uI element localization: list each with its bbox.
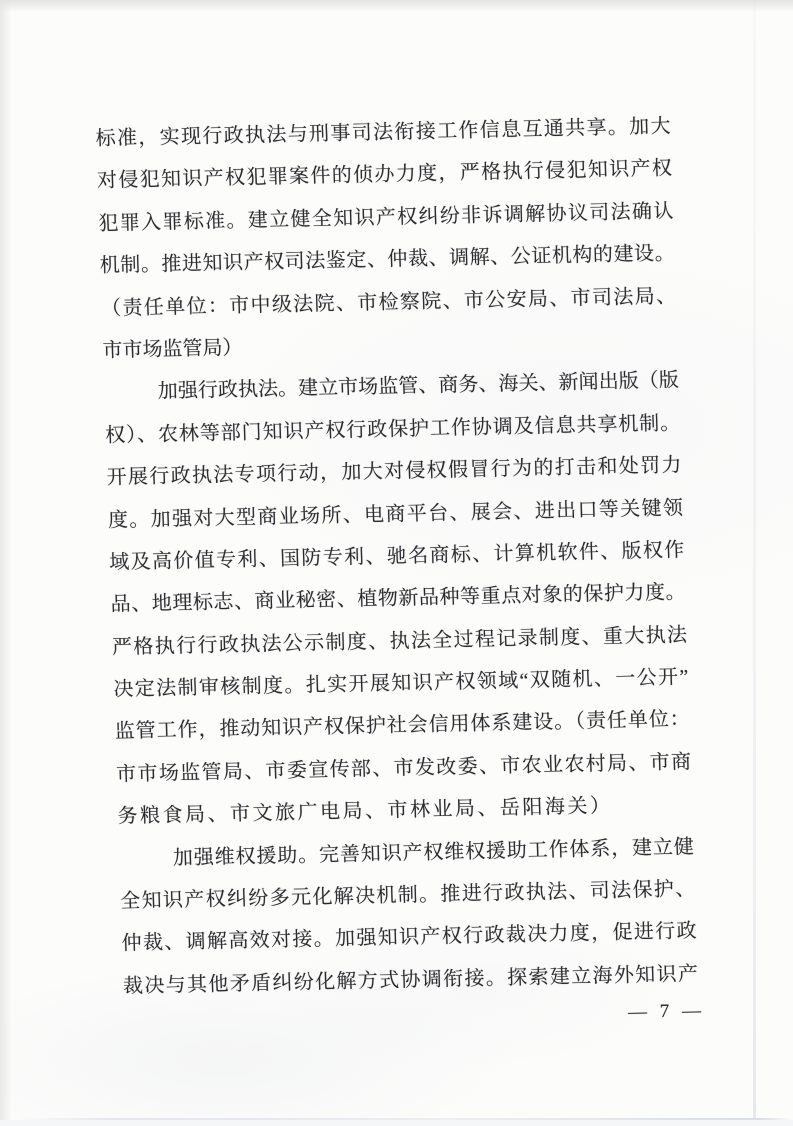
document-line: 仲裁、调解高效对接。加强知识产权行政裁决力度，促进行政 bbox=[121, 920, 697, 956]
document-line-paragraph-start: 加强维权援助。完善知识产权维权援助工作体系，建立健 bbox=[172, 835, 695, 870]
document-line: 度。加强对大型商业场所、电商平台、展会、进出口等关键领 bbox=[107, 496, 684, 532]
document-line: 监管工作，推动知识产权保护社会信用体系建设。（责任单位： bbox=[114, 708, 691, 744]
document-line: 市市场监管局、市委宣传部、市发改委、市农业农村局、市商 bbox=[115, 751, 692, 786]
scan-edge-top bbox=[0, 0, 793, 12]
document-line: 裁决与其他矛盾纠纷化解方式协调衔接。探索建立海外知识产 bbox=[122, 962, 699, 998]
scan-bottom-strip bbox=[0, 1120, 793, 1126]
document-text-block bbox=[95, 105, 699, 1007]
document-line: （责任单位：市中级法院、市检察院、市公安局、市司法局、 bbox=[100, 284, 677, 320]
document-line: 标准，实现行政执法与刑事司法衔接工作信息互通共享。加大 bbox=[95, 115, 671, 150]
document-line: 决定法制审核制度。扎实开展知识产权领域“双随机、一公开” bbox=[113, 666, 689, 701]
document-line: 犯罪入罪标准。建立健全知识产权纠纷非诉调解协议司法确认 bbox=[98, 200, 674, 235]
document-line: 务粮食局、市文旅广电局、市林业局、岳阳海关） bbox=[117, 795, 613, 828]
document-line-paragraph-start: 加强行政执法。建立市场监管、商务、海关、新闻出版（版 bbox=[157, 369, 680, 404]
scan-bottom-edge-line bbox=[18, 1118, 793, 1120]
document-line: 机制。推进知识产权司法鉴定、仲裁、调解、公证机构的建设。 bbox=[99, 242, 676, 278]
document-line: 权）、农林等部门知识产权行政保护工作协调及信息共享机制。 bbox=[104, 412, 681, 447]
page-number: — 7 — bbox=[627, 1000, 706, 1023]
document-line: 全知识产权纠纷多元化解决机制。推进行政执法、司法保护、 bbox=[119, 878, 696, 913]
document-line: 市市场监管局） bbox=[102, 336, 243, 362]
document-line: 域及高价值专利、国防专利、驰名商标、计算机软件、版权作 bbox=[109, 539, 685, 574]
scan-streak-vertical bbox=[753, 0, 756, 1118]
document-line: 严格执行行政执法公示制度、执法全过程记录制度、重大执法 bbox=[111, 623, 688, 659]
document-line: 对侵犯知识产权犯罪案件的侦办力度，严格执行侵犯知识产权 bbox=[96, 157, 673, 193]
document-line: 品、地理标志、商业秘密、植物新品种等重点对象的保护力度。 bbox=[110, 581, 686, 617]
scan-edge-left bbox=[0, 0, 12, 1126]
document-line: 开展行政执法专项行动，加大对侵权假冒行为的打击和处罚力 bbox=[106, 454, 682, 489]
